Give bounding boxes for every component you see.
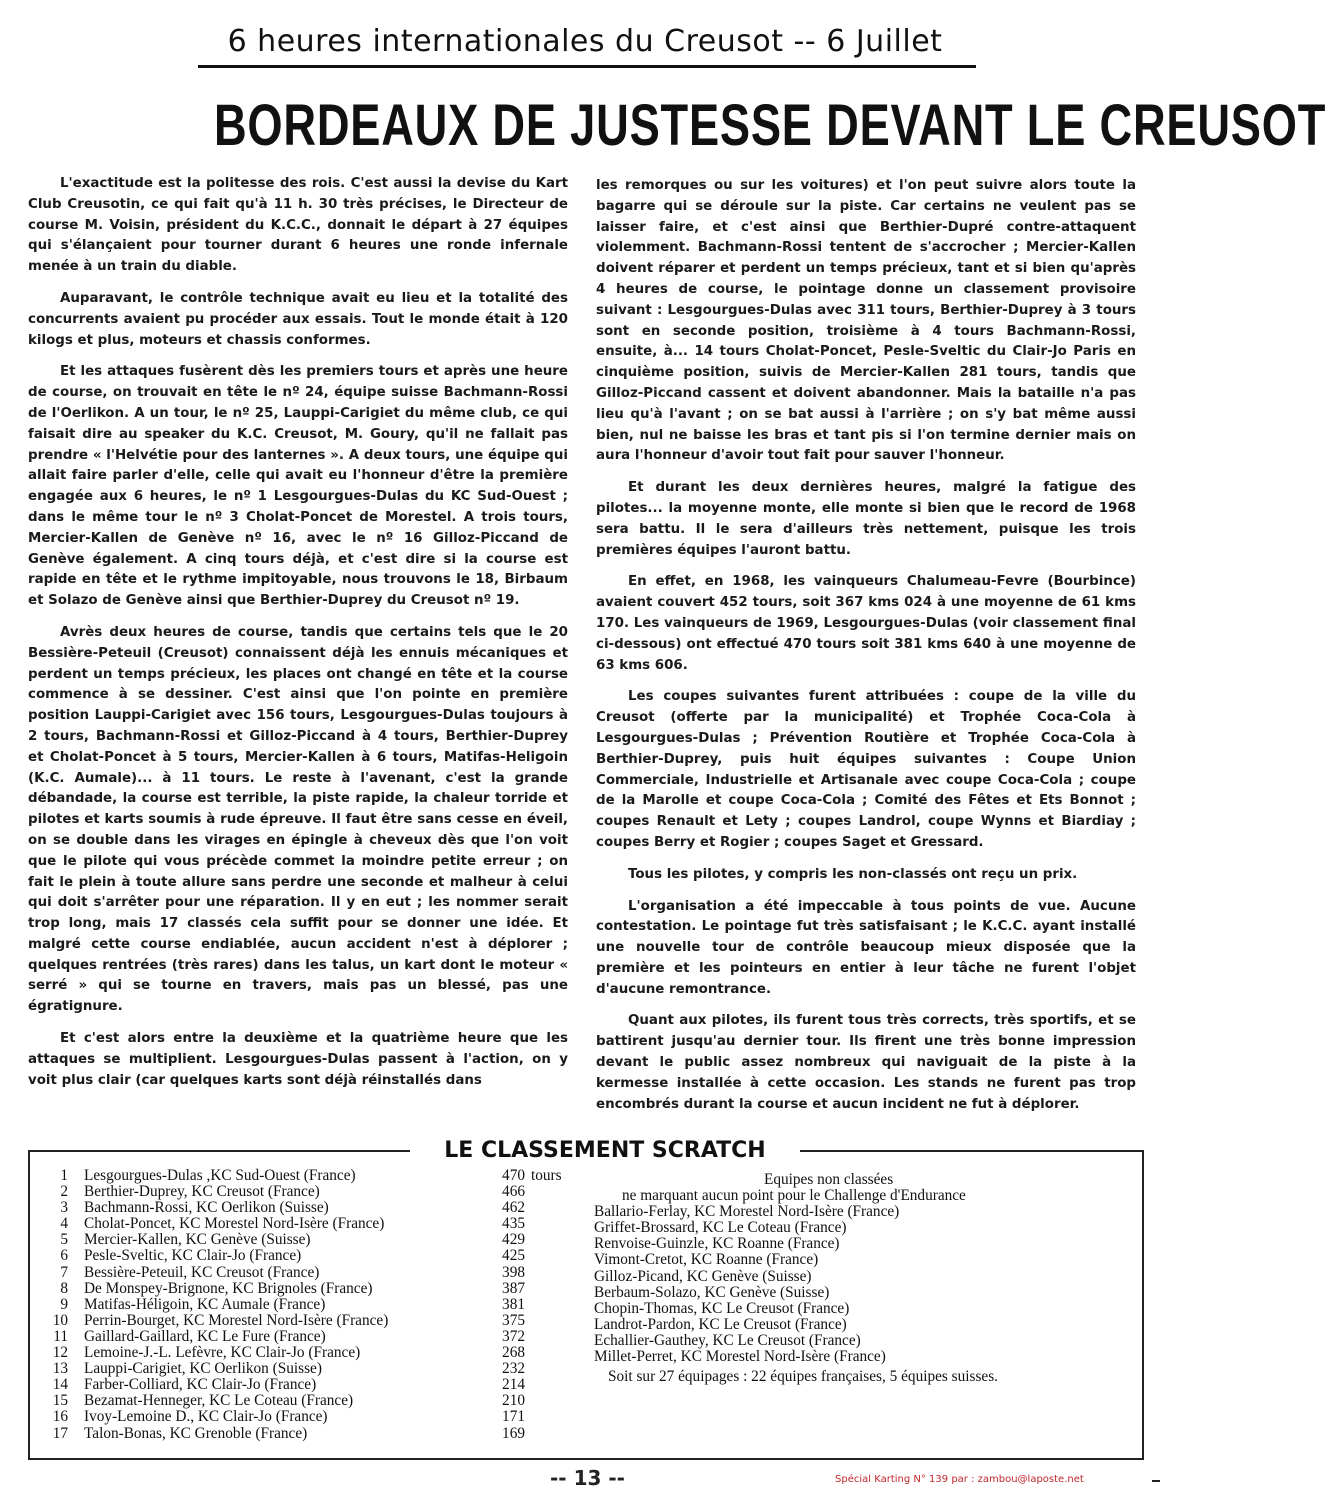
article-right-column: [596, 176, 1136, 1126]
laps-count: 470: [502, 1167, 525, 1184]
team-name: Bessière-Peteuil, KC Creusot (France): [84, 1263, 320, 1281]
rank-number: 17: [52, 1424, 68, 1442]
laps-count: 372: [502, 1327, 525, 1345]
rank-number: 5: [60, 1231, 68, 1249]
ranking-table: [50, 1168, 570, 1442]
paragraph: Les coupes suivantes furent attribuées : coupe de la ville du Creusot (offerte par la municipalité) et Trophée Coca-Cola à Lesgourgues-Dulas ; Prévention Routière et Trophée Coca-Cola à Berthier-Duprey, puis huit équipes suivantes : Coupe Union Commerciale, Industrielle et Artisanale avec coupe Coca-Cola ; coupe de la Marolle et coupe Coca-Cola ; Comité des Fêtes et Ets Bonnot ; coupes Renault et Lety ; coupes Landrol, coupe Wynns et Biardiay ; coupes Berry et Rogier ; coupes Saget et Gressard.: [596, 689, 1136, 850]
ranking-row: [50, 1313, 570, 1329]
ranking-row: [50, 1426, 570, 1442]
laps-count: 435: [502, 1215, 525, 1233]
ranking-row: [50, 1377, 570, 1393]
team-name: Talon-Bonas, KC Grenoble (France): [84, 1424, 308, 1442]
rank-number: 16: [52, 1408, 68, 1426]
article-left-column: [28, 174, 568, 1102]
team-name: Gaillard-Gaillard, KC Le Fure (France): [84, 1327, 326, 1345]
laps-count: 214: [502, 1376, 525, 1394]
rank-number: 6: [60, 1247, 68, 1265]
team-name: Bachmann-Rossi, KC Oerlikon (Suisse): [84, 1199, 329, 1217]
laps-count: 375: [502, 1311, 525, 1329]
team-name: Matifas-Héligoin, KC Aumale (France): [84, 1295, 326, 1313]
ranking-row: [50, 1216, 570, 1232]
laps-count: 268: [502, 1344, 525, 1362]
laps-count: 210: [502, 1392, 525, 1410]
team-name: Lesgourgues-Dulas ,KC Sud-Ouest (France): [84, 1167, 356, 1184]
laps-count: 171: [502, 1408, 525, 1426]
non-classified-team: Echallier-Gauthey, KC Le Creusot (France): [594, 1331, 861, 1349]
non-classified-title: Equipes non classées: [764, 1171, 894, 1188]
rank-number: 2: [60, 1183, 68, 1201]
non-classified-team: Renvoise-Guinzle, KC Roanne (France): [594, 1235, 840, 1253]
rank-number: 1: [60, 1167, 68, 1184]
ranking-row: [50, 1329, 570, 1345]
paragraph: Et c'est alors entre la deuxième et la quatrième heure que les attaques se multiplient. Lesgourgues-Dulas passent à l'action, on y voit plus clair (car quelques karts sont déjà réinstallés dans: [28, 1031, 568, 1088]
laps-count: 169: [502, 1424, 525, 1442]
ranking-row: [50, 1248, 570, 1264]
ranking-row: [50, 1200, 570, 1216]
laps-count: 232: [502, 1360, 525, 1378]
rank-number: 9: [60, 1295, 68, 1313]
ranking-row: [50, 1409, 570, 1425]
rank-number: 7: [60, 1263, 68, 1281]
team-name: Lauppi-Carigiet, KC Oerlikon (Suisse): [84, 1360, 322, 1378]
non-classified-list: [594, 1172, 998, 1385]
ranking-row: [50, 1345, 570, 1361]
team-name: Mercier-Kallen, KC Genève (Suisse): [84, 1231, 311, 1249]
paragraph: Avrès deux heures de course, tandis que certains tels que le 20 Bessière-Peteuil (Creusot) connaissent déjà les ennuis mécaniques et perdent un temps précieux, les places ont changé en tête et la course commence à se dessiner. C'est ainsi que l'on pointe en première position Lauppi-Carigiet avec 156 tours, Lesgourgues-Dulas toujours à 2 tours, Bachmann-Rossi et Gilloz-Piccand à 4 tours, Berthier-Duprey et Cholat-Poncet à 5 tours, Mercier-Kallen à 6 tours, Matifas-Heligoin (K.C. Aumale)... à 11 tours. Le reste à l'avenant, c'est la grande débandade, la course est terrible, la piste rapide, la chaleur torride et pilotes et karts soumis à rude épreuve. Il faut être sans cesse en éveil, on se double dans les virages en épingle à cheveux dès que l'on voit que le pilote qui vous précède commet la moindre petite erreur ; on fait le plein à toute allure sans perdre une seconde et malheur à celui qui doit s'arrêter pour une réparation. Il y en eut ; les nommer serait trop long, mais 17 classés cela suffit pour se donner une idée. Et malgré cette course endiablée, aucun accident n'est à déplorer ; quelques rentrées (très rares) dans les talus, un kart dont le moteur « serré » qui se tourne en travers, mais pas un blessé, pas une égratignure.: [28, 624, 568, 1015]
ranking-row: [50, 1265, 570, 1281]
team-name: Farber-Colliard, KC Clair-Jo (France): [84, 1376, 317, 1394]
laps-count: 462: [502, 1199, 525, 1217]
team-name: Ivoy-Lemoine D., KC Clair-Jo (France): [84, 1408, 328, 1426]
ranking-row: [50, 1184, 570, 1200]
team-name: Berthier-Duprey, KC Creusot (France): [84, 1183, 320, 1201]
rank-number: 12: [52, 1344, 68, 1362]
laps-count: 425: [502, 1247, 525, 1265]
paragraph: Tous les pilotes, y compris les non-classés ont reçu un prix.: [628, 866, 1078, 882]
non-classified-team: Vimont-Cretot, KC Roanne (France): [594, 1251, 819, 1269]
paragraph: Et durant les deux dernières heures, malgré la fatigue des pilotes... la moyenne monte, elle monte si bien que le record de 1968 sera battu. Il le sera d'ailleurs très nettement, puisque les trois premières équipes l'auront battu.: [596, 480, 1136, 558]
rank-number: 15: [52, 1392, 68, 1410]
non-classified-team: Ballario-Ferlay, KC Morestel Nord-Isère (France): [594, 1203, 900, 1221]
ranking-row: [50, 1297, 570, 1313]
team-name: Lemoine-J.-L. Lefèvre, KC Clair-Jo (France): [84, 1344, 361, 1362]
rank-number: 4: [60, 1215, 68, 1233]
paragraph: L'exactitude est la politesse des rois. C'est aussi la devise du Kart Club Creusotin, ce qui fait qu'à 11 h. 30 très précises, le Directeur de course M. Voisin, président du K.C.C., donnait le départ à 27 équipes qui s'élançaient pour tourner durant 6 heures une ronde infernale menée à un train du diable.: [28, 176, 568, 275]
rank-number: 3: [60, 1199, 68, 1217]
laps-unit: tours: [531, 1167, 562, 1184]
ranking-row: [50, 1361, 570, 1377]
rank-number: 13: [52, 1360, 68, 1378]
non-classified-team: Landrot-Pardon, KC Le Creusot (France): [594, 1315, 847, 1333]
laps-count: 387: [502, 1279, 525, 1297]
paragraph: Auparavant, le contrôle technique avait eu lieu et la totalité des concurrents avaient pu procéder aux essais. Tout le monde était à 120 kilogs et plus, moteurs et chassis conformes.: [28, 290, 568, 348]
laps-count: 466: [502, 1183, 525, 1201]
paragraph: Quant aux pilotes, ils furent tous très corrects, très sportifs, et se battirent jusqu'au dernier tour. Ils firent une très bonne impression devant le public assez nombreux qui naviguait de la piste à la kermesse installée à cette occasion. Les stands ne furent pas trop encombrés durant la course et aucun incident ne fut à déplorer.: [596, 1013, 1136, 1112]
teams-summary: Soit sur 27 équipages : 22 équipes françaises, 5 équipes suisses.: [608, 1368, 999, 1386]
non-classified-team: Griffet-Brossard, KC Le Coteau (France): [594, 1219, 847, 1237]
rank-number: 11: [53, 1327, 68, 1345]
team-name: Perrin-Bourget, KC Morestel Nord-Isère (France): [84, 1311, 389, 1329]
rank-number: 10: [52, 1311, 68, 1329]
laps-count: 398: [502, 1263, 525, 1281]
non-classified-team: Berbaum-Solazo, KC Genève (Suisse): [594, 1283, 830, 1301]
laps-count: 429: [502, 1231, 525, 1249]
paragraph: L'organisation a été impeccable à tous points de vue. Aucune contestation. Le pointage fut très satisfaisant ; le K.C.C. ayant installé une nouvelle tour de contrôle beaucoup mieux disposée que la première et les pointeurs en entier à leur tâche ne furent l'objet d'aucune remontrance.: [596, 898, 1136, 997]
ranking-row: [50, 1168, 570, 1184]
page-number: -- 13 --: [550, 1466, 625, 1490]
rank-number: 8: [60, 1279, 68, 1297]
paragraph: En effet, en 1968, les vainqueurs Chalumeau-Fevre (Bourbince) avaient couvert 452 tours, soit 367 kms 024 à une moyenne de 61 kms 170. Les vainqueurs de 1969, Lesgourgues-Dulas (voir classement final ci-dessous) ont effectué 470 tours soit 381 kms 640 à une moyenne de 63 kms 606.: [596, 574, 1136, 673]
team-name: Bezamat-Henneger, KC Le Coteau (France): [84, 1392, 354, 1410]
header-title: 6 heures internationales du Creusot -- 6 Juillet: [227, 24, 943, 59]
paragraph: les remorques ou sur les voitures) et l'on peut suivre alors toute la bagarre qui se déroule sur la piste. Car certains ne veulent pas se laisser faire, et c'est ainsi que Berthier-Dupré contre-attaquent violemment. Bachmann-Rossi tentent de s'accrocher ; Mercier-Kallen doivent réparer et perdent un temps précieux, tant et si bien qu'après 4 heures de course, le pointage donne un classement provisoire suivant : Lesgourgues-Dulas avec 311 tours, Berthier-Duprey à 3 tours sont en seconde position, troisième à 4 tours Bachmann-Rossi, ensuite, à... 14 tours Cholat-Poncet, Pesle-Sveltic du Clair-Jo Paris en cinquième position, suivis de Mercier-Kallen 281 tours, tandis que Gilloz-Piccand cassent et doivent abandonner. Mais la bataille n'a pas lieu qu'à l'avant ; on se bat aussi à l'arrière ; on s'y bat même aussi bien, nul ne baisse les bras et tant pis si l'on termine dernier mais on aura l'honneur d'avoir tout fait pour sauver l'honneur.: [596, 178, 1136, 464]
paragraph: Et les attaques fusèrent dès les premiers tours et après une heure de course, on trouvait en tête le nº 24, équipe suisse Bachmann-Rossi de l'Oerlikon. A un tour, le nº 25, Lauppi-Carigiet du même club, ce qui faisait dire au speaker du K.C. Creusot, M. Goury, qu'il ne fallait pas prendre « l'Helvétie pour des lanternes ». A deux tours, une équipe qui allait faire parler d'elle, celle qui avait eu l'honneur d'être la première engagée aux 6 heures, le nº 1 Lesgourgues-Dulas du KC Sud-Ouest ; dans le même tour le nº 3 Cholat-Poncet de Morestel. A trois tours, Mercier-Kallen de Genève nº 16, avec le nº 16 Gilloz-Piccand de Genève également. A cinq tours déjà, et c'est dire si la course est rapide en tête et le rythme impitoyable, nous trouvons le 18, Birbaum et Solazo de Genève ainsi que Berthier-Duprey du Creusot nº 19.: [28, 364, 568, 609]
ranking-row: [50, 1281, 570, 1297]
headline: BORDEAUX DE JUSTESSE DEVANT LE CREUSOT: [213, 93, 1326, 158]
results-title: LE CLASSEMENT SCRATCH: [410, 1136, 800, 1166]
ranking-row: [50, 1232, 570, 1248]
credit-line: Spécial Karting N° 139 par : zambou@laposte.net: [835, 1474, 1084, 1485]
rank-number: 14: [52, 1376, 68, 1394]
team-name: De Monspey-Brignone, KC Brignoles (France): [84, 1279, 373, 1297]
non-classified-subtitle: ne marquant aucun point pour le Challenge d'Endurance: [622, 1187, 966, 1205]
non-classified-team: Millet-Perret, KC Morestel Nord-Isère (France): [594, 1348, 886, 1366]
non-classified-team: Chopin-Thomas, KC Le Creusot (France): [594, 1299, 850, 1317]
footer-mark: [1152, 1480, 1160, 1482]
team-name: Cholat-Poncet, KC Morestel Nord-Isère (France): [84, 1215, 385, 1233]
header-rule: [198, 65, 976, 68]
non-classified-team: Gilloz-Picand, KC Genève (Suisse): [594, 1267, 812, 1285]
team-name: Pesle-Sveltic, KC Clair-Jo (France): [84, 1247, 302, 1265]
ranking-row: [50, 1393, 570, 1409]
laps-count: 381: [502, 1295, 525, 1313]
